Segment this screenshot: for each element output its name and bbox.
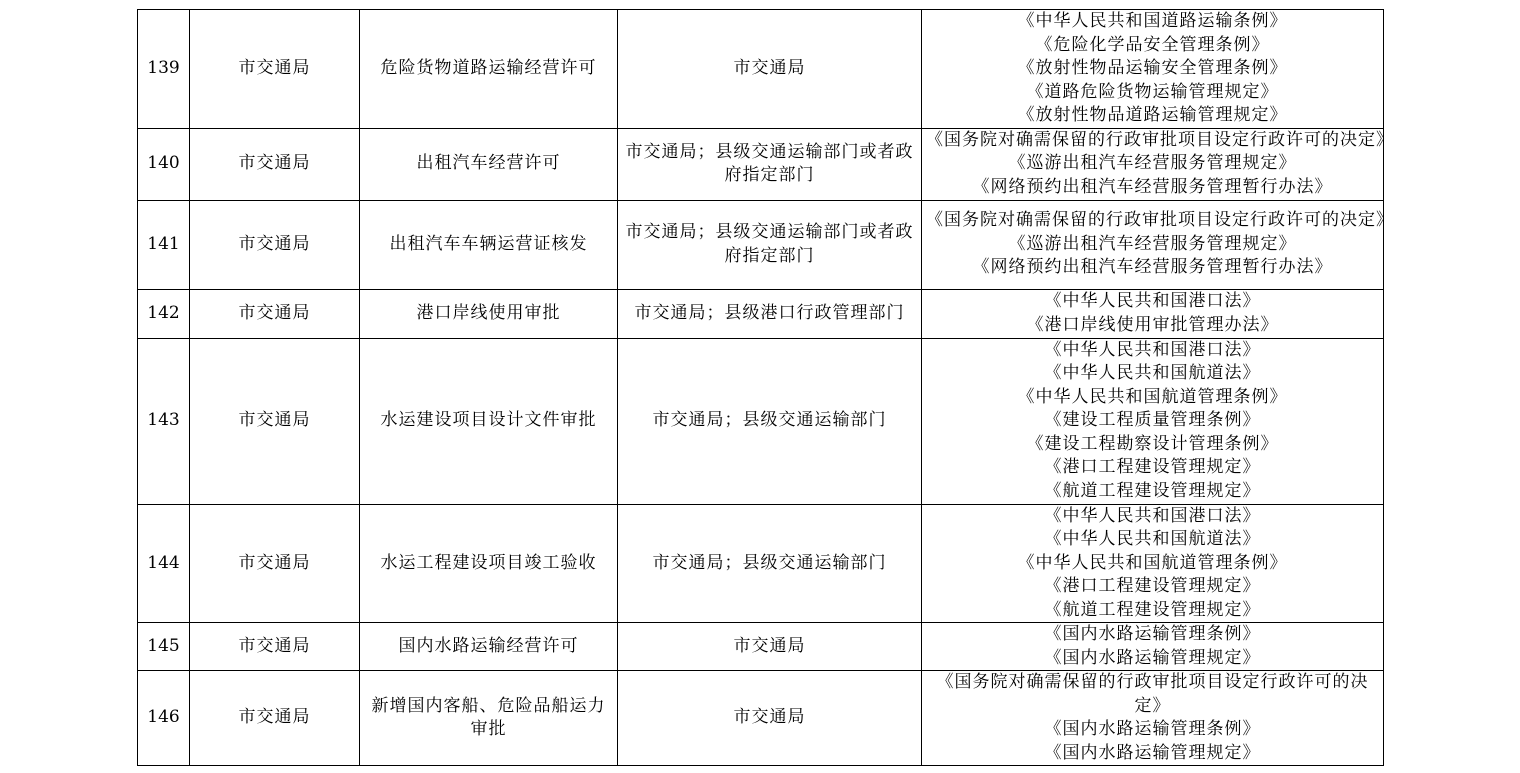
row-number: 146 — [138, 671, 190, 766]
implementing-body: 市交通局 — [618, 10, 922, 129]
approval-item: 水运建设项目设计文件审批 — [360, 338, 618, 504]
legal-basis-line: 《建设工程勘察设计管理条例》 — [1026, 433, 1279, 454]
row-number: 141 — [138, 200, 190, 289]
legal-basis-line: 《危险化学品安全管理条例》 — [1035, 34, 1270, 55]
department: 市交通局 — [190, 10, 360, 129]
approval-item: 水运工程建设项目竣工验收 — [360, 504, 618, 623]
approval-item: 危险货物道路运输经营许可 — [360, 10, 618, 129]
legal-basis-line: 《港口工程建设管理规定》 — [1044, 457, 1261, 478]
department: 市交通局 — [190, 623, 360, 671]
department: 市交通局 — [190, 338, 360, 504]
legal-basis — [922, 623, 1384, 671]
legal-basis-line: 《巡游出租汽车经营服务管理规定》 — [1008, 153, 1297, 174]
legal-basis-line: 《国内水路运输管理条例》 — [1044, 719, 1261, 739]
implementing-body: 市交通局；县级交通运输部门 — [618, 504, 922, 623]
legal-basis-line: 《国务院对确需保留的行政审批项目设定行政许可的决定》 — [936, 672, 1369, 716]
row-number: 142 — [138, 289, 190, 338]
department: 市交通局 — [190, 289, 360, 338]
legal-basis-line: 《港口工程建设管理规定》 — [1044, 576, 1261, 596]
department: 市交通局 — [190, 200, 360, 289]
legal-basis-line: 《国内水路运输管理规定》 — [1044, 742, 1261, 763]
legal-basis-line: 《中华人民共和国港口法》 — [1044, 339, 1261, 360]
table-row — [138, 128, 1384, 200]
table-row — [138, 671, 1384, 766]
legal-basis-line: 《网络预约出租汽车经营服务管理暂行办法》 — [972, 176, 1333, 197]
legal-basis — [922, 338, 1384, 504]
department: 市交通局 — [190, 671, 360, 766]
table-row — [138, 289, 1384, 338]
department: 市交通局 — [190, 128, 360, 200]
legal-basis-line: 《中华人民共和国港口法》 — [1044, 505, 1261, 526]
legal-basis-line: 《国内水路运输管理条例》 — [1044, 624, 1261, 644]
legal-basis-line: 《国务院对确需保留的行政审批项目设定行政许可的决定》 — [926, 210, 1394, 231]
legal-basis-line: 《中华人民共和国航道管理条例》 — [1017, 386, 1288, 407]
legal-basis — [922, 671, 1384, 766]
legal-basis-line: 《放射性物品道路运输管理规定》 — [1017, 105, 1288, 125]
row-number: 140 — [138, 128, 190, 200]
approval-item: 出租汽车经营许可 — [360, 128, 618, 200]
table-row — [138, 338, 1384, 504]
legal-basis — [922, 200, 1394, 289]
approval-item: 国内水路运输经营许可 — [360, 623, 618, 671]
department: 市交通局 — [190, 504, 360, 623]
table-row — [138, 200, 1384, 289]
implementing-body: 市交通局；县级交通运输部门或者政府指定部门 — [618, 128, 922, 200]
approval-item: 新增国内客船、危险品船运力审批 — [360, 671, 618, 766]
legal-basis-line: 《中华人民共和国港口法》 — [1044, 291, 1261, 311]
legal-basis-line: 《中华人民共和国道路运输条例》 — [1017, 11, 1288, 31]
legal-basis-line: 《道路危险货物运输管理规定》 — [1026, 81, 1279, 102]
row-number: 139 — [138, 10, 190, 129]
approval-items-table — [137, 9, 1394, 766]
legal-basis — [922, 10, 1384, 129]
legal-basis-line: 《巡游出租汽车经营服务管理规定》 — [1008, 233, 1297, 254]
legal-basis-line: 《国内水路运输管理规定》 — [1044, 647, 1261, 668]
legal-basis-line: 《航道工程建设管理规定》 — [1044, 480, 1261, 501]
table-row — [138, 623, 1384, 671]
legal-basis — [922, 504, 1384, 623]
implementing-body: 市交通局；县级交通运输部门或者政府指定部门 — [618, 200, 922, 289]
row-number: 143 — [138, 338, 190, 504]
implementing-body: 市交通局；县级交通运输部门 — [618, 338, 922, 504]
legal-basis-line: 《中华人民共和国航道法》 — [1044, 529, 1261, 549]
legal-basis-line: 《建设工程质量管理条例》 — [1044, 410, 1261, 431]
legal-basis-line: 《国务院对确需保留的行政审批项目设定行政许可的决定》 — [926, 129, 1394, 150]
approval-item: 港口岸线使用审批 — [360, 289, 618, 338]
legal-basis-line: 《网络预约出租汽车经营服务管理暂行办法》 — [972, 257, 1333, 278]
legal-basis-line: 《航道工程建设管理规定》 — [1044, 599, 1261, 620]
legal-basis-line: 《港口岸线使用审批管理办法》 — [1026, 314, 1279, 335]
approval-item: 出租汽车车辆运营证核发 — [360, 200, 618, 289]
legal-basis-line: 《中华人民共和国航道管理条例》 — [1017, 552, 1288, 573]
row-number: 145 — [138, 623, 190, 671]
legal-basis — [922, 128, 1394, 200]
implementing-body: 市交通局 — [618, 671, 922, 766]
legal-basis-line: 《中华人民共和国航道法》 — [1044, 363, 1261, 384]
table-row — [138, 504, 1384, 623]
legal-basis — [922, 289, 1384, 338]
table-row — [138, 10, 1384, 129]
legal-basis-line: 《放射性物品运输安全管理条例》 — [1017, 58, 1288, 78]
implementing-body: 市交通局 — [618, 623, 922, 671]
row-number: 144 — [138, 504, 190, 623]
implementing-body: 市交通局；县级港口行政管理部门 — [618, 289, 922, 338]
